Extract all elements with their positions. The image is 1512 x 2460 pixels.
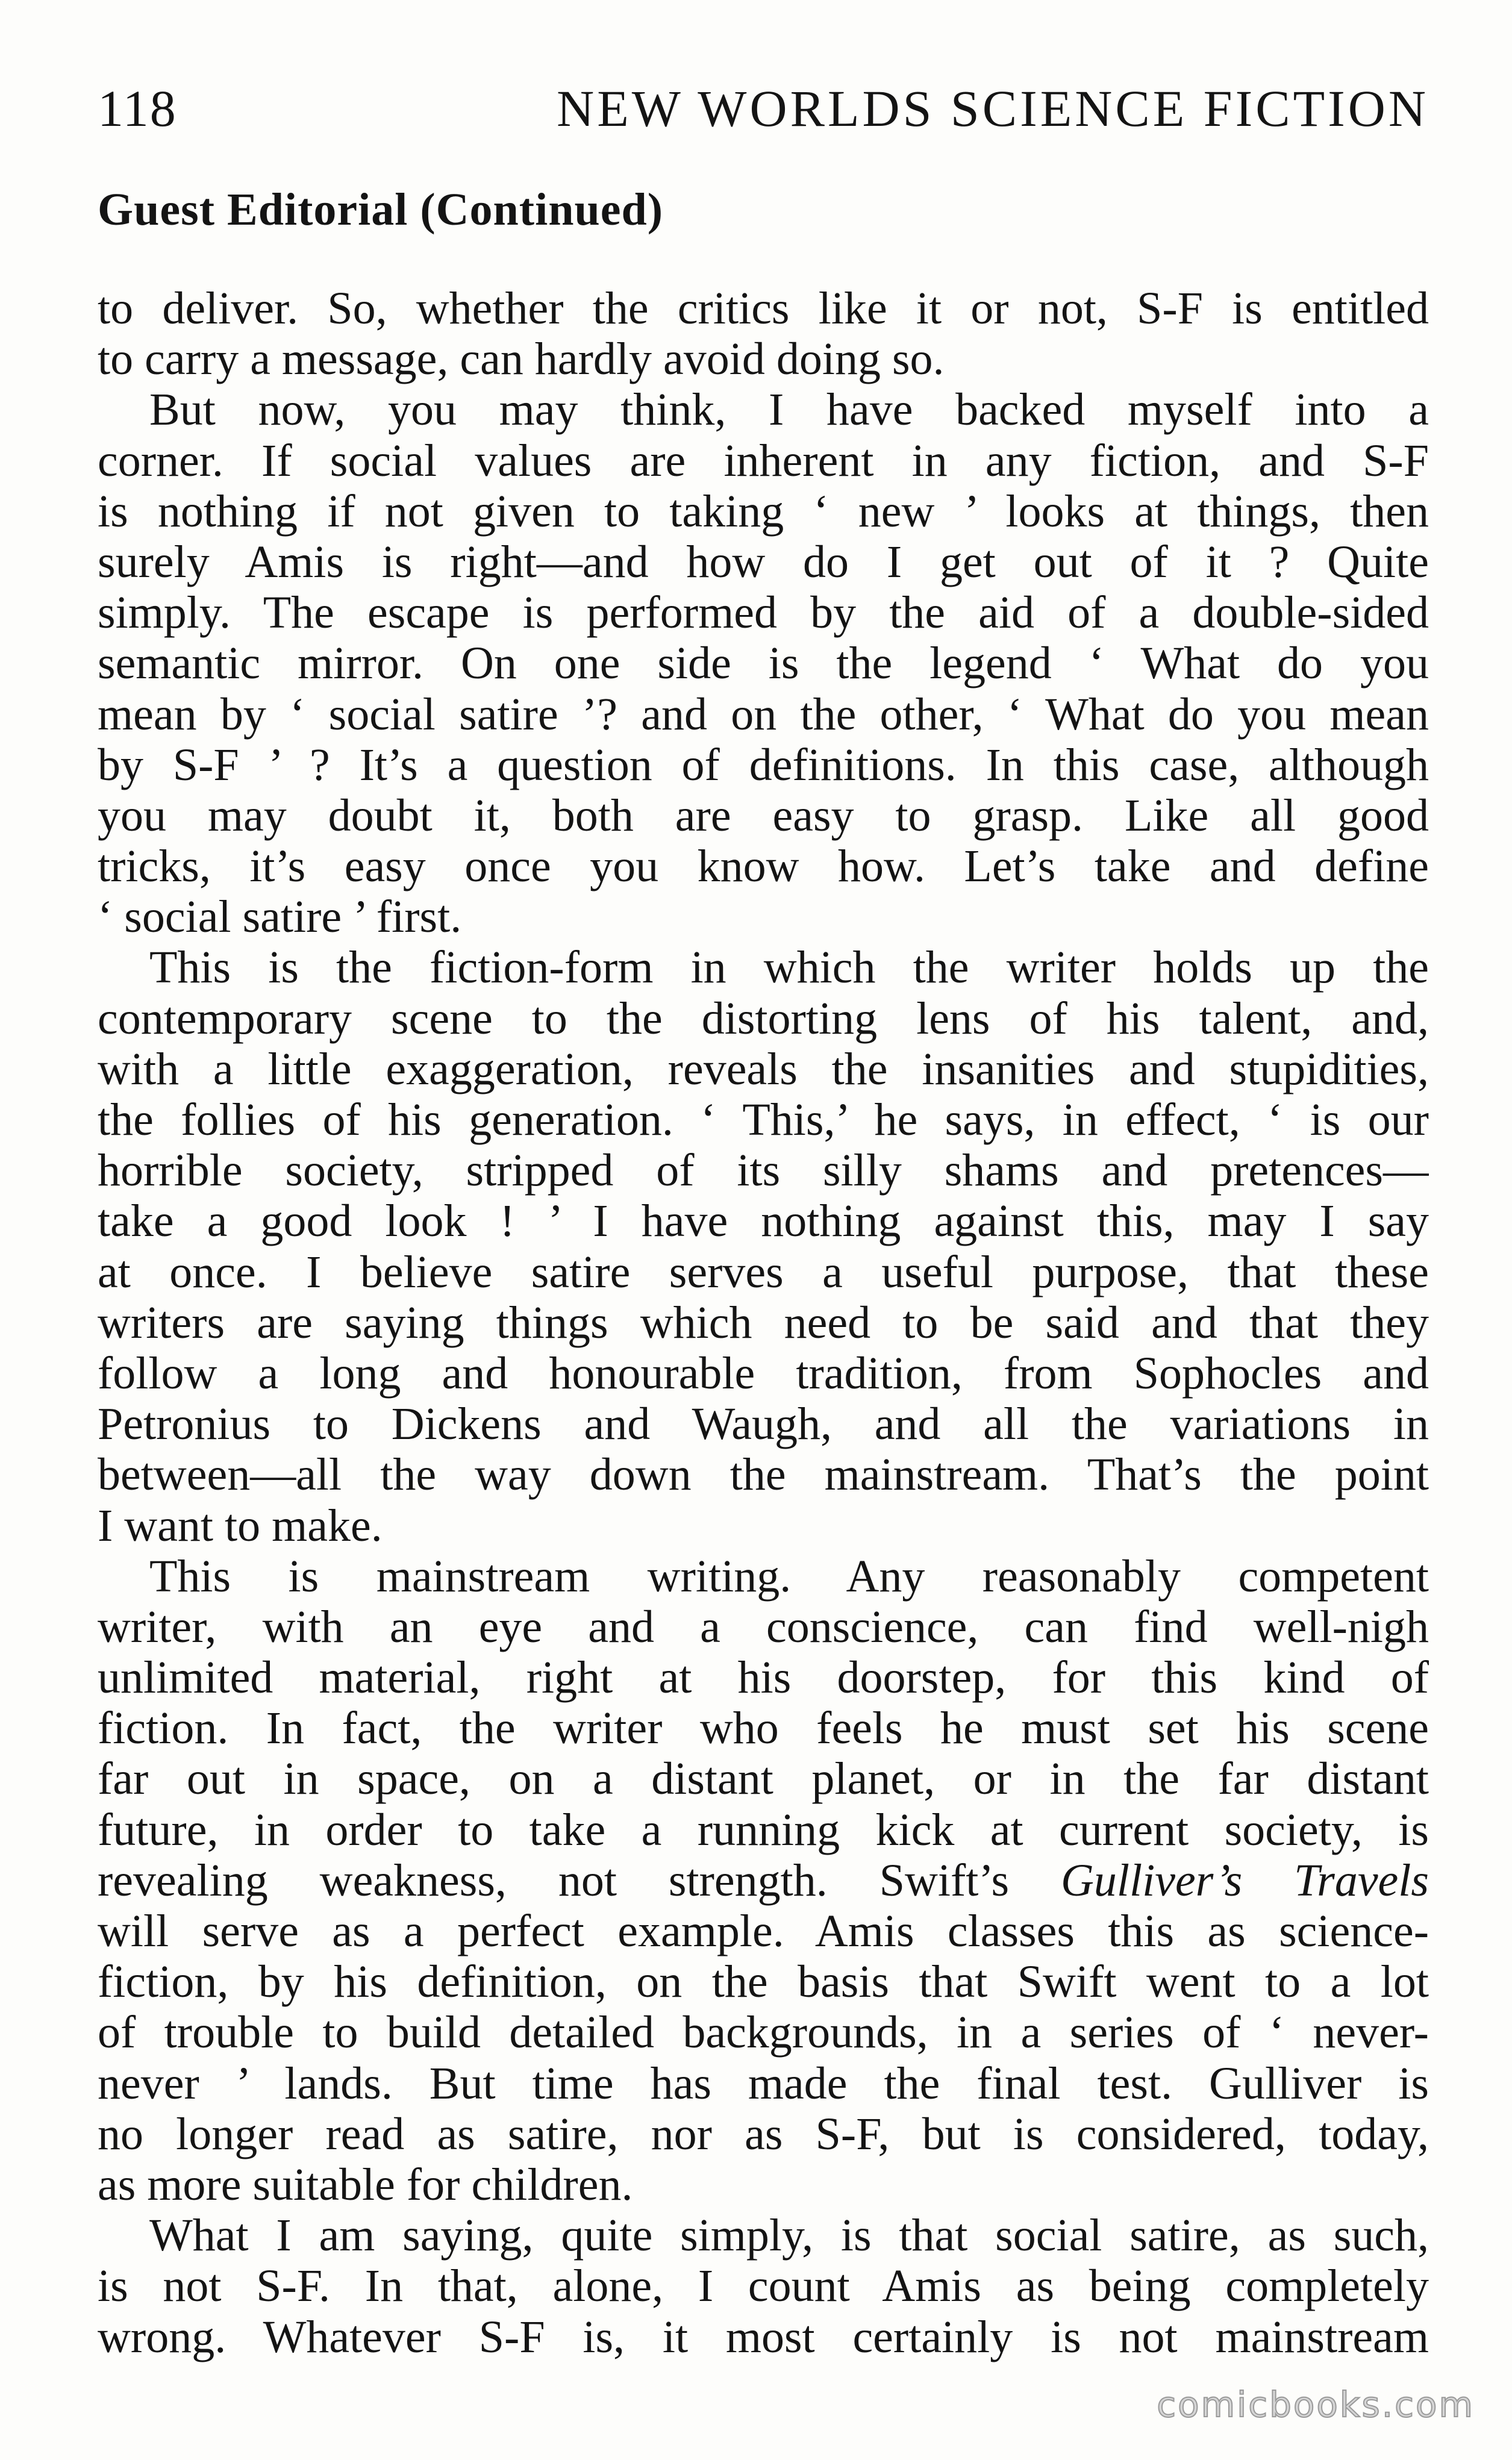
- text-line: writer, with an eye and a conscience, can find well-nigh: [98, 1601, 1429, 1652]
- text-line: of trouble to build detailed backgrounds, in a series of ‘ never-: [98, 2007, 1429, 2058]
- text-line: This is the fiction-form in which the writer holds up the: [149, 942, 1429, 993]
- running-head: [98, 78, 1429, 151]
- text-line: never ’ lands. But time has made the final test. Gulliver is: [98, 2058, 1429, 2109]
- text-line: by S-F ’ ? It’s a question of definitions. In this case, although: [98, 739, 1429, 790]
- text-line: What I am saying, quite simply, is that social satire, as such,: [149, 2210, 1429, 2261]
- text-line: fiction. In fact, the writer who feels he must set his scene: [98, 1703, 1429, 1754]
- text-line: tricks, it’s easy once you know how. Let’s take and define: [98, 841, 1429, 892]
- text-line: follow a long and honourable tradition, from Sophocles and: [98, 1347, 1429, 1399]
- page-number: 118: [98, 80, 177, 137]
- editorial-body: [98, 283, 1429, 2362]
- text-line: revealing weakness, not strength. Swift’s Gulliver’s Travels: [98, 1855, 1429, 1906]
- text-line: surely Amis is right—and how do I get out of it ? Quite: [98, 536, 1429, 587]
- section-heading: Guest Editorial (Continued): [98, 184, 664, 235]
- text-line: ‘ social satire ’ first.: [98, 891, 462, 943]
- paragraph: [98, 384, 1429, 942]
- watermark: comicbooks.com: [1157, 2384, 1475, 2425]
- text-line: horrible society, stripped of its silly shams and pretences—: [98, 1145, 1429, 1196]
- publication-title: NEW WORLDS SCIENCE FICTION: [557, 80, 1429, 137]
- text-line: wrong. Whatever S-F is, it most certainly is not mainstream: [98, 2311, 1429, 2362]
- text-line: writers are saying things which need to be said and that they: [98, 1297, 1429, 1348]
- paragraph: [98, 2210, 1429, 2362]
- text-line: contemporary scene to the distorting lens of his talent, and,: [98, 993, 1429, 1044]
- text-line: This is mainstream writing. Any reasonably competent: [149, 1550, 1429, 1602]
- paragraph: [98, 283, 1429, 384]
- text-line: fiction, by his definition, on the basis that Swift went to a lot: [98, 1956, 1429, 2008]
- text-line: simply. The escape is performed by the aid of a double-sided: [98, 587, 1429, 638]
- text-line: between—all the way down the mainstream. That’s the point: [98, 1449, 1429, 1500]
- text-line: take a good look ! ’ I have nothing against this, may I say: [98, 1196, 1429, 1247]
- text-line: semantic mirror. On one side is the legend ‘ What do you: [98, 638, 1429, 689]
- paragraph: [98, 1551, 1429, 2210]
- text-line: the follies of his generation. ‘ This,’ he says, in effect, ‘ is our: [98, 1094, 1429, 1145]
- text-line: unlimited material, right at his doorstep, for this kind of: [98, 1652, 1429, 1703]
- text-line: is nothing if not given to taking ‘ new ’ looks at things, then: [98, 485, 1429, 537]
- text-line: at once. I believe satire serves a useful purpose, that these: [98, 1246, 1429, 1297]
- paragraph: [98, 942, 1429, 1550]
- text-line: as more suitable for children.: [98, 2159, 633, 2210]
- text-line: you may doubt it, both are easy to grasp. Like all good: [98, 790, 1429, 841]
- text-line: future, in order to take a running kick at current society, is: [98, 1804, 1429, 1855]
- text-line: to deliver. So, whether the critics like it or not, S-F is entitled: [98, 283, 1429, 334]
- text-line: I want to make.: [98, 1500, 383, 1551]
- text-line: But now, you may think, I have backed myself into a: [149, 384, 1429, 435]
- text-line: no longer read as satire, nor as S-F, but is considered, today,: [98, 2108, 1429, 2159]
- text-line: corner. If social values are inherent in any fiction, and S-F: [98, 435, 1429, 486]
- text-line: is not S-F. In that, alone, I count Amis as being completely: [98, 2261, 1429, 2312]
- text-line: mean by ‘ social satire ’? and on the other, ‘ What do you mean: [98, 688, 1429, 740]
- text-line: to carry a message, can hardly avoid doing so.: [98, 334, 945, 385]
- text-line: far out in space, on a distant planet, or in the far distant: [98, 1753, 1429, 1805]
- text-line: will serve as a perfect example. Amis classes this as science-: [98, 1906, 1429, 1956]
- text-line: Petronius to Dickens and Waugh, and all the variations in: [98, 1399, 1429, 1450]
- text-line: with a little exaggeration, reveals the insanities and stupidities,: [98, 1043, 1429, 1094]
- book-title: Gulliver’s Travels: [1061, 1855, 1429, 1906]
